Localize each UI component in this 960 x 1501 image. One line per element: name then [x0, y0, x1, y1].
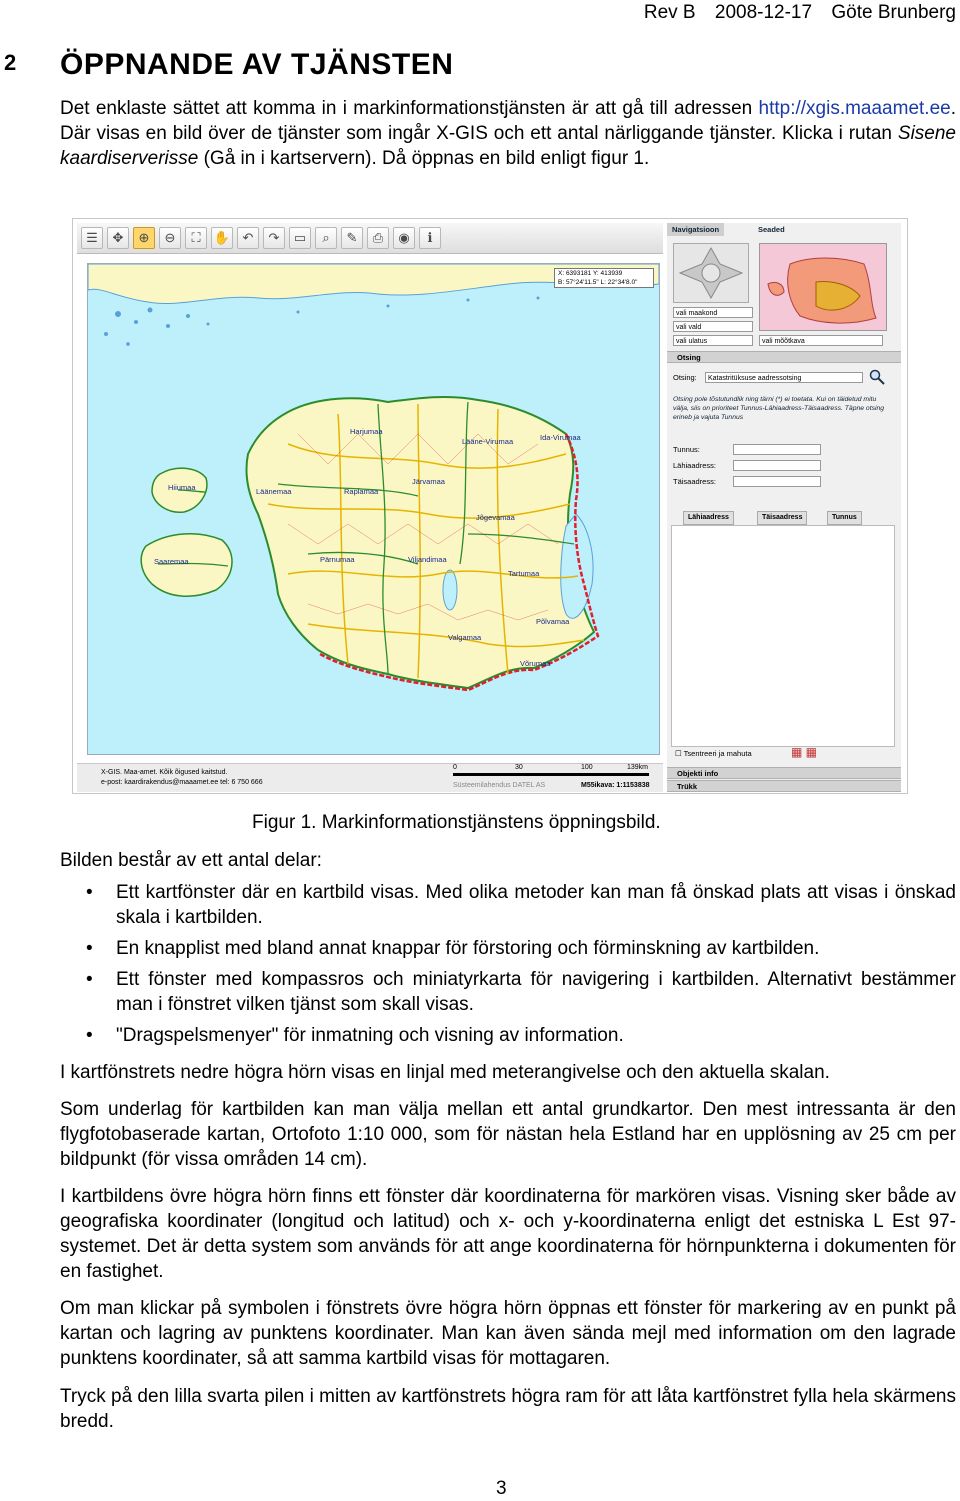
figure-screenshot	[72, 218, 908, 794]
navigation-panel	[667, 223, 901, 789]
map-toolbar	[77, 223, 663, 254]
taisaadress-label: Täisaadress:	[673, 477, 716, 486]
section-number: 2	[4, 50, 17, 75]
list-item: • Ett fönster med kompassros och miniatyrkarta för navigering i kartbilden. Alternativt bestämmer man i fönstret vilken tjänst som skall visas.	[60, 967, 956, 1017]
header-author: Göte Brunberg	[831, 2, 956, 23]
tunnus-label: Tunnus:	[673, 445, 700, 454]
scale-tick: 139km	[627, 764, 649, 771]
redo-icon[interactable]: ↷	[263, 227, 285, 249]
region-label: Pärnumaa	[320, 555, 355, 564]
region-label: Läänemaa	[256, 487, 292, 496]
paragraph-ruler: I kartfönstrets nedre högra hörn visas en linjal med meterangivelse och den aktuella skalan.	[60, 1062, 830, 1083]
page-number: 3	[496, 1478, 507, 1499]
paragraph-symbol: Om man klickar på symbolen i fönstrets övre högra hörn öppnas ett fönster för markering av en punkt på kartan och lagring av punktens koordinater. Man kan även sända mejl med information om den lagrade punktens koordinater, så att samma kartbild visas för mottagaren.	[60, 1298, 956, 1369]
lahiaadress-input[interactable]	[733, 460, 821, 471]
print-icon[interactable]: ⎙	[367, 227, 389, 249]
vendor-text: Süsteemilahendus DATEL AS	[453, 782, 546, 789]
select-maakond[interactable]: vali maakond	[673, 307, 753, 318]
map-canvas	[88, 264, 659, 754]
section-otsing[interactable]: Otsing	[667, 351, 901, 363]
intro-text-2: . Där visas en bild över de tjänster som ingår X-GIS och ett antal närliggande tjänster. Klicka i rutan	[60, 98, 956, 144]
region-label: Järvamaa	[412, 477, 445, 486]
layers-icon[interactable]: ☰	[81, 227, 103, 249]
results-panel	[671, 525, 895, 747]
select-moodkava[interactable]: vali mõõtkava	[759, 335, 883, 346]
select-vald[interactable]: vali vald	[673, 321, 753, 332]
region-label: Põlvamaa	[536, 617, 570, 626]
scale-text: M55ikava: 1:1153838	[581, 782, 650, 789]
region-label: Valgamaa	[448, 633, 482, 642]
tsentreeri-checkbox-label[interactable]: ☐ Tsentreeri ja mahuta	[675, 749, 752, 758]
figure-caption: Figur 1. Markinformationstjänstens öppningsbild.	[252, 812, 661, 833]
paragraph-underlag: Som underlag för kartbilden kan man välja mellan ett antal grundkartor. Den mest intressanta är den flygfotobaserade kartan, Ortofoto 1:10 000, som för nästan hela Estland har en upplösning av 25 cm per bildpunkt (för vissa områden 14 cm).	[60, 1099, 956, 1170]
region-label: Harjumaa	[350, 427, 383, 436]
zoom-in-icon[interactable]: ⊕	[133, 227, 155, 249]
otsing-label: Otsing:	[673, 373, 697, 382]
otsing-select[interactable]: Katastritüksuse aadressotsing	[705, 372, 863, 383]
region-label: Viljandimaa	[408, 555, 447, 564]
pan-arrows-icon[interactable]: ✥	[107, 227, 129, 249]
intro-url-link[interactable]: http://xgis.maaamet.ee	[758, 98, 951, 119]
tab-seaded[interactable]: Seaded	[758, 225, 785, 234]
coordinate-readout	[554, 268, 654, 288]
search-icon[interactable]	[869, 369, 885, 385]
intro-paragraph	[60, 96, 956, 171]
search-map-icon[interactable]: ⌕	[315, 227, 337, 249]
select-ulatus[interactable]: vali ulatus	[673, 335, 753, 346]
header-rev: Rev B	[643, 2, 696, 23]
measure-icon[interactable]: ▭	[289, 227, 311, 249]
tunnus-input[interactable]	[733, 444, 821, 455]
draw-icon[interactable]: ✎	[341, 227, 363, 249]
copyright-text: X-GIS. Maa-amet. Kõik õigused kaitstud.	[101, 769, 228, 776]
info-icon[interactable]: ℹ	[419, 227, 441, 249]
lahiaadress-label: Lähiaadress:	[673, 461, 716, 470]
coord-bl: B: 57°24'11.5" L: 22°34'8.0"	[558, 279, 638, 286]
bullet-list	[60, 880, 956, 1054]
section-objekt-info[interactable]: Objekti info	[667, 767, 901, 779]
map-footer	[77, 763, 663, 792]
scale-tick: 0	[453, 764, 457, 771]
undo-icon[interactable]: ↶	[237, 227, 259, 249]
compass-rose[interactable]	[673, 243, 749, 303]
scale-tick: 30	[515, 764, 523, 771]
region-label: Ida-Virumaa	[540, 433, 581, 442]
zoom-out-icon[interactable]: ⊖	[159, 227, 181, 249]
contact-text: e-post: kaardirakendus@maaamet.ee tel: 6 750 666	[101, 779, 263, 786]
region-label: Võrumaa	[520, 659, 551, 668]
scale-ruler	[453, 763, 653, 773]
intro-text-1: Det enklaste sättet att komma in i markinformationstjänsten är att gå till adressen	[60, 98, 753, 119]
tunnus-button[interactable]: Tunnus	[827, 511, 862, 525]
section-trukk[interactable]: Trükk	[667, 780, 901, 792]
coord-xy: X: 6393181 Y: 413939	[558, 270, 623, 277]
lahiaadress-button[interactable]: Lähiaadress	[683, 511, 734, 525]
region-label: Tartumaa	[508, 569, 540, 578]
header-date: 2008-12-17	[714, 2, 813, 23]
region-label: Raplamaa	[344, 487, 379, 496]
paragraph-koordinater: I kartbildens övre högra hörn finns ett fönster där koordinaterna för markören visas. Visning sker både av geografiska koordinater (longitud och latitud) och x- och y-koordinaterna enligt det estniska L Est 97-systemet. Det är detta system som används för att ange koordinaterna för hörnpunkterna i dokumenten för en fastighet.	[60, 1186, 956, 1282]
list-item: • Ett kartfönster där en kartbild visas. Med olika metoder kan man få önskad plats att visas i önskad skala i kartbilden.	[60, 880, 956, 930]
overview-minimap[interactable]	[759, 243, 887, 331]
region-label: Saaremaa	[154, 557, 189, 566]
taisaadress-button[interactable]: Täisaadress	[757, 511, 807, 525]
search-description: Otsing pole tõstutundlik ning tärni (*) ei toetata. Kui on täidetud mitu välja, siis on prioriteet Tunnus-Lähiaadress-Täisaadress. Täpne otsing erineb ja vajuta Tunnus	[673, 396, 885, 421]
intro-text-3: (Gå in i kartservern). Då öppnas en bild enligt figur 1.	[198, 148, 650, 169]
list-item: • En knapplist med bland annat knappar för förstoring och förminskning av kartbilden.	[60, 936, 956, 961]
intro-italic: Sisene kaardiserverisse	[60, 123, 956, 169]
paragraph-pil: Tryck på den lilla svarta pilen i mitten av kartfönstrets högra ram för att låta kartfönstret fylla hela skärmens bredd.	[60, 1386, 956, 1432]
section-title: ÖPPNANDE AV TJÄNSTEN	[60, 48, 454, 81]
hand-icon[interactable]: ✋	[211, 227, 233, 249]
bilden-text: Bilden består av ett antal delar:	[60, 850, 322, 871]
region-label: Hiiumaa	[168, 483, 196, 492]
taisaadress-input[interactable]	[733, 476, 821, 487]
scale-tick: 100	[581, 764, 593, 771]
page-header	[630, 2, 956, 24]
map-window[interactable]	[87, 263, 660, 755]
section-heading	[4, 48, 453, 82]
region-label: Lääne-Virumaa	[462, 437, 514, 446]
region-label: Jõgevamaa	[476, 513, 515, 522]
tab-navigatsioon[interactable]: Navigatsioon	[667, 223, 724, 236]
camera-icon[interactable]: ◉	[393, 227, 415, 249]
zoom-extent-icon[interactable]: ⛶	[185, 227, 207, 249]
list-item: • "Dragspelsmenyer" för inmatning och visning av information.	[60, 1023, 956, 1048]
tsentreeri-label: Tsentreeri ja mahuta	[683, 749, 752, 758]
grid-icon[interactable]: ▦ ▦	[791, 745, 818, 759]
